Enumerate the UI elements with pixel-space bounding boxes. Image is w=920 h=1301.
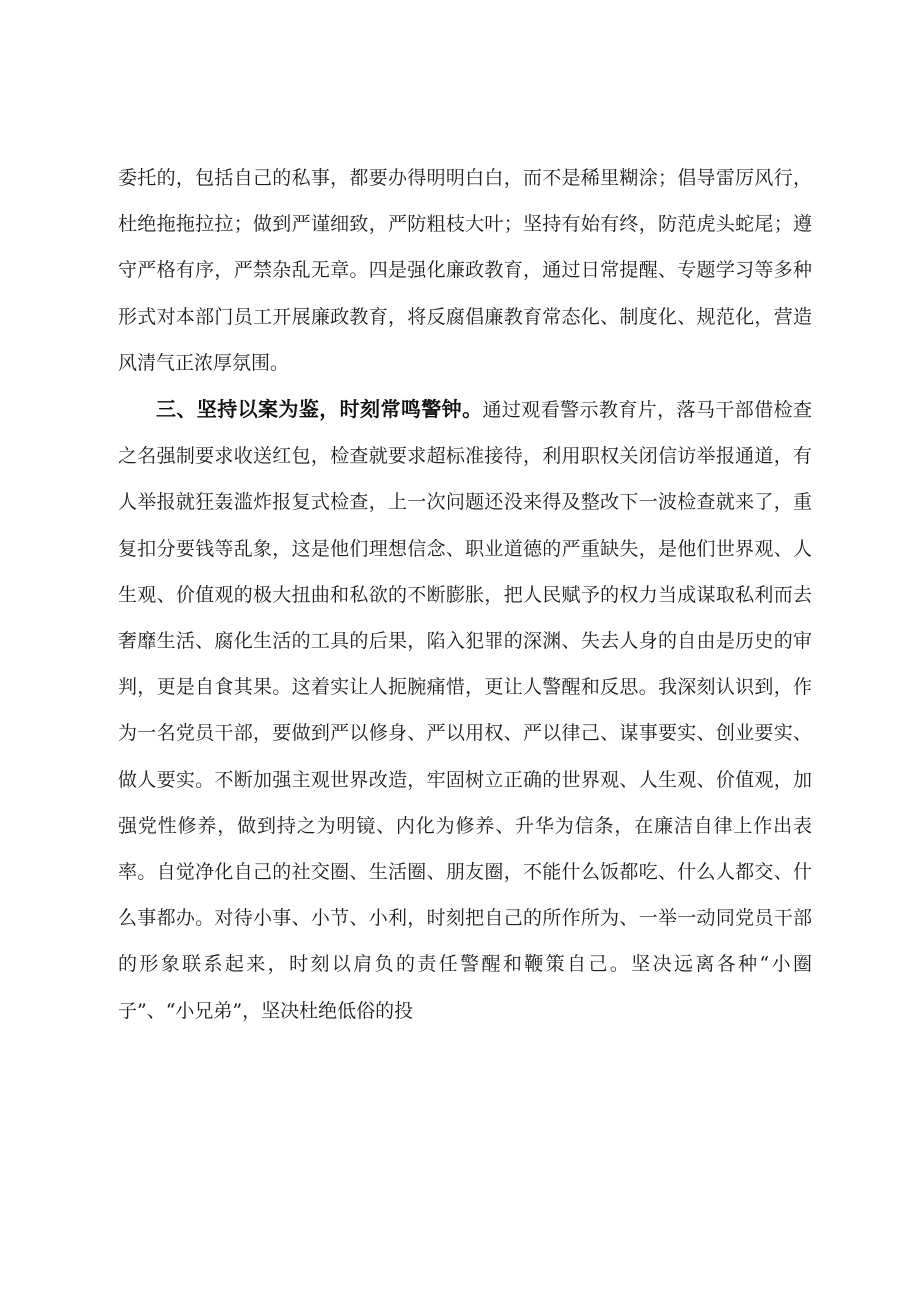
paragraph-continuation <box>118 155 812 386</box>
paragraph-text: 委托的，包括自己的私事，都要办得明明白白，而不是稀里糊涂；倡导雷厉风行，杜绝拖拖拉拉；做到严谨细致，严防粗枝大叶；坚持有始有终，防范虎头蛇尾；遵守严格有序，严禁杂乱无章。四是强化廉政教育，通过日常提醒、专题学习等多种形式对本部门员工开展廉政教育，将反腐倡廉教育常态化、制度化、规范化，营造风清气正浓厚氛围。 <box>118 167 812 374</box>
paragraph-text: 通过观看警示教育片，落马干部借检查之名强制要求收送红包，检查就要求超标准接待，利用职权关闭信访举报通道，有人举报就狂轰滥炸报复式检查，上一次问题还没来得及整改下一波检查就来了，重复扣分要钱等乱象，这是他们理想信念、职业道德的严重缺失，是他们世界观、人生观、价值观的极大扭曲和私欲的不断膨胀，把人民赋予的权力当成谋取私利而去奢靡生活、腐化生活的工具的后果，陷入犯罪的深渊、失去人身的自由是历史的审判，更是自食其果。这着实让人扼腕痛惜，更让人警醒和反思。我深刻认识到，作为一名党员干部，要做到严以修身、严以用权、严以律己、谋事要实、创业要实、做人要实。不断加强主观世界改造，牢固树立正确的世界观、人生观、价值观，加强党性修养，做到持之为明镜、内化为修养、升华为信条，在廉洁自律上作出表率。自觉净化自己的社交圈、生活圈、朋友圈，不能什么饭都吃、什么人都交、什么事都办。对待小事、小节、小利，时刻把自己的所作所为、一举一动同党员干部的形象联系起来，时刻以肩负的责任警醒和鞭策自己。坚决远离各种“小圈子”、“小兄弟”，坚决杜绝低俗的投 <box>118 399 812 1022</box>
paragraph-section-three <box>118 386 812 1034</box>
document-body <box>118 155 812 1034</box>
section-heading: 三、坚持以案为鉴，时刻常鸣警钟。 <box>156 397 483 422</box>
